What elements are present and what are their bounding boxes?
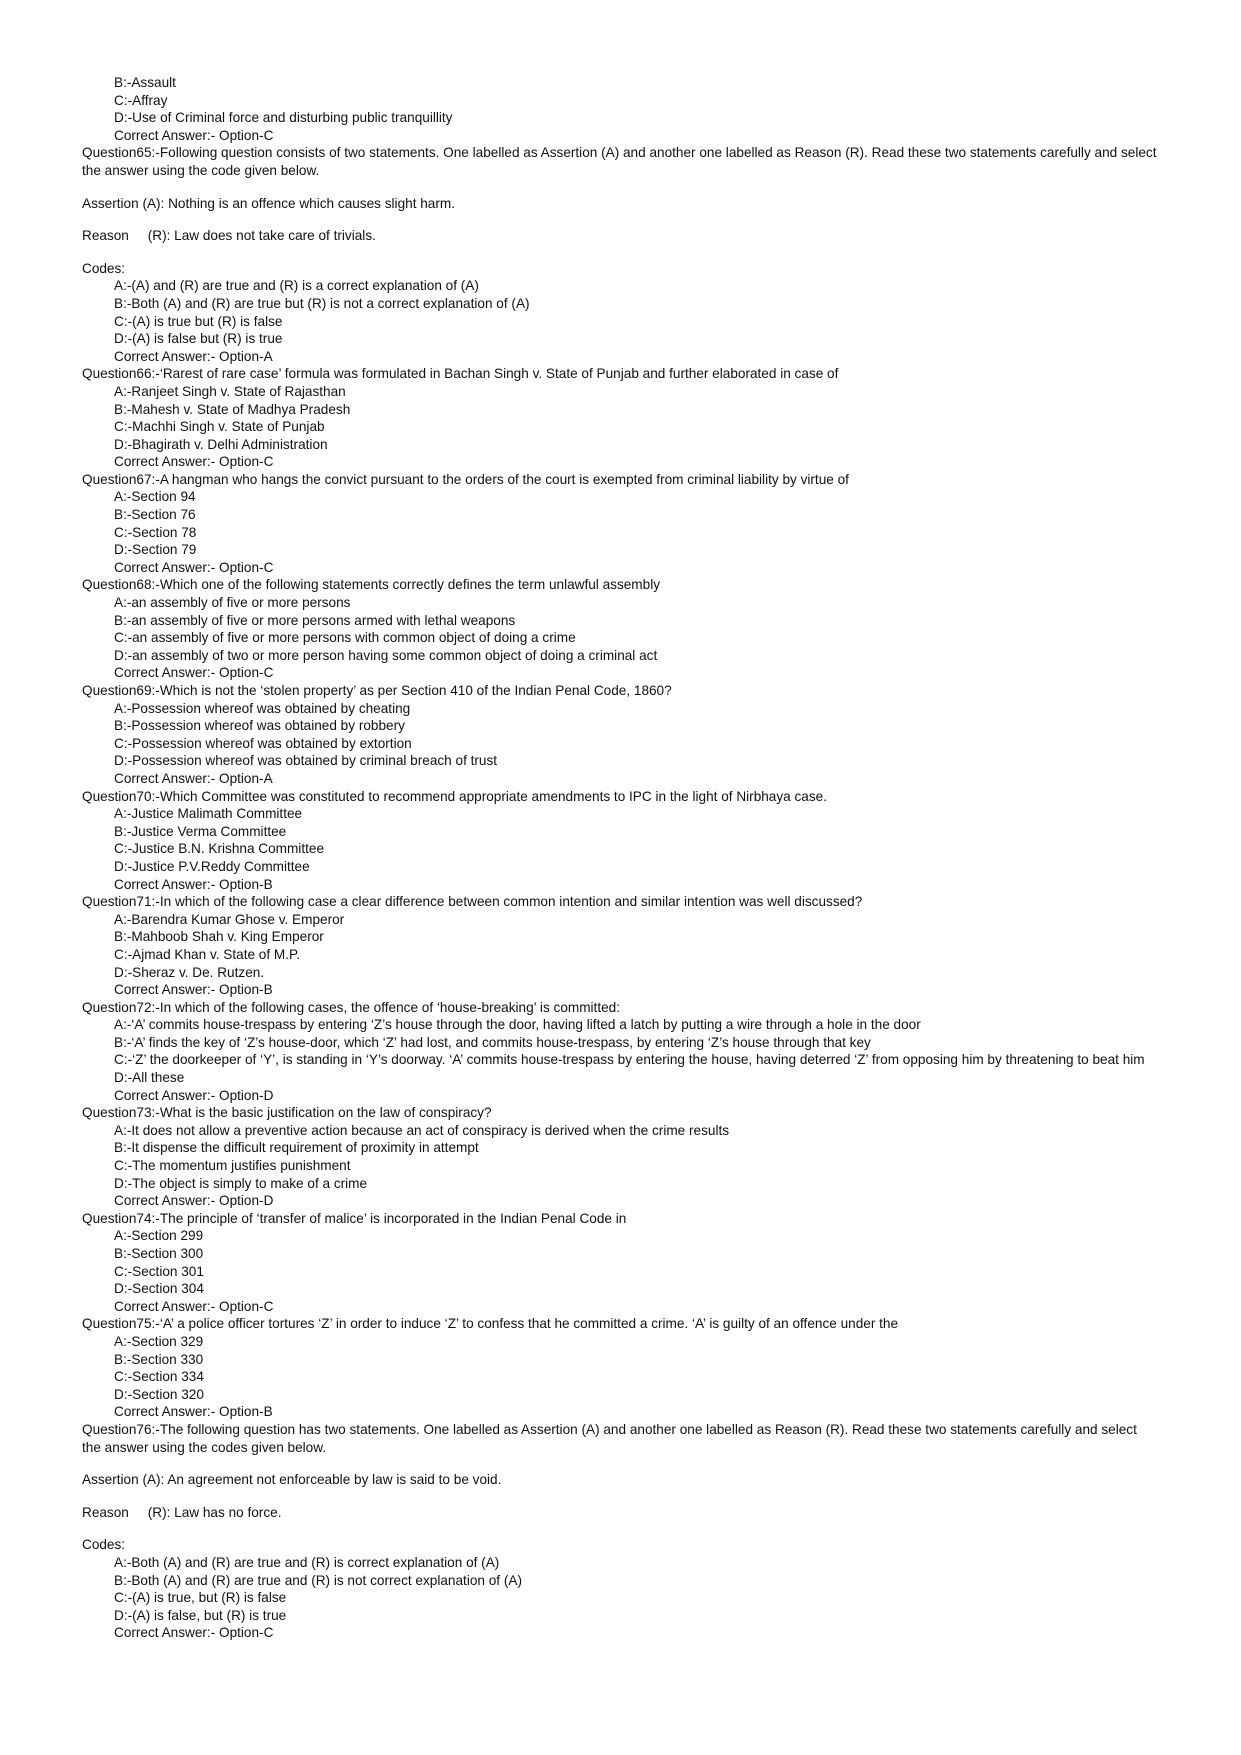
option-d: D:-The object is simply to make of a crime (114, 1175, 368, 1191)
option-b: B:-Section 76 (114, 507, 196, 523)
reason: Reason (R): Law does not take care of trivials. (82, 228, 376, 244)
question-67: Question67:-A hangman who hangs the convict pursuant to the orders of the court is exempted from criminal liability by virtue of (82, 471, 849, 487)
option-a: A:-Both (A) and (R) are true and (R) is correct explanation of (A) (114, 1554, 500, 1570)
correct-answer: Correct Answer:- Option-C (114, 559, 274, 575)
option-c: C:-(A) is true but (R) is false (114, 313, 283, 329)
option-a: A:-Section 299 (114, 1228, 204, 1244)
question-68: Question68:-Which one of the following statements correctly defines the term unlawful assembly (82, 577, 661, 593)
option-c: C:-(A) is true, but (R) is false (114, 1590, 287, 1606)
option-c: C:-Machhi Singh v. State of Punjab (114, 419, 325, 435)
option-d: D:-(A) is false but (R) is true (114, 331, 283, 347)
question-74: Question74:-The principle of ‘transfer of malice’ is incorporated in the Indian Penal Code in (82, 1210, 627, 1226)
correct-answer: Correct Answer:- Option-B (114, 982, 273, 998)
option-b: B:-Mahboob Shah v. King Emperor (114, 929, 324, 945)
option-b: B:-Possession whereof was obtained by robbery (114, 718, 405, 734)
option-c: C:-an assembly of five or more persons with common object of doing a crime (114, 630, 576, 646)
option-d: D:-(A) is false, but (R) is true (114, 1607, 287, 1623)
option-d: D:-Section 79 (114, 542, 197, 558)
option-a: A:-(A) and (R) are true and (R) is a correct explanation of (A) (114, 278, 479, 294)
option-d: D:-Section 320 (114, 1386, 204, 1402)
option-d: D:-All these (114, 1070, 185, 1086)
assertion: Assertion (A): Nothing is an offence which causes slight harm. (82, 195, 455, 211)
reason: Reason (R): Law has no force. (82, 1504, 282, 1520)
codes-label: Codes: (82, 1537, 126, 1553)
option-b: B:-Assault (114, 75, 176, 90)
correct-answer: Correct Answer:- Option-C (114, 1298, 274, 1314)
correct-answer: Correct Answer:- Option-C (114, 665, 274, 681)
option-c: C:-Ajmad Khan v. State of M.P. (114, 946, 301, 962)
question-66: Question66:-‘Rarest of rare case’ formula was formulated in Bachan Singh v. State of Punjab and further elaborated in case of (82, 366, 839, 382)
question-70: Question70:-Which Committee was constituted to recommend appropriate amendments to IPC in the light of Nirbhaya case. (82, 788, 827, 804)
question-65: Question65:-Following question consists of two statements. One labelled as Assertion (A) and another one labelled as Reason (R). Read these two statements carefully and select the answer using the code given below. (82, 145, 1157, 178)
option-a: A:-Section 94 (114, 489, 196, 505)
correct-answer: Correct Answer:- Option-C (114, 1625, 274, 1641)
option-d: D:-Bhagirath v. Delhi Administration (114, 436, 328, 452)
option-b: B:-Both (A) and (R) are true and (R) is not correct explanation of (A) (114, 1572, 522, 1588)
option-d: D:-Section 304 (114, 1281, 204, 1297)
correct-answer: Correct Answer:- Option-D (114, 1087, 274, 1103)
option-a: A:-It does not allow a preventive action because an act of conspiracy is derived when the crime results (114, 1122, 730, 1138)
option-c: C:-Section 334 (114, 1369, 204, 1385)
question-73: Question73:-What is the basic justification on the law of conspiracy? (82, 1105, 492, 1121)
option-b: B:-Both (A) and (R) are true but (R) is not a correct explanation of (A) (114, 295, 530, 311)
option-a: A:-‘A’ commits house-trespass by entering ‘Z’s house through the door, having lifted a latch by putting a wire through a hole in the door (114, 1017, 921, 1033)
option-d: D:-Justice P.V.Reddy Committee (114, 858, 310, 874)
question-71: Question71:-In which of the following case a clear difference between common intention and similar intention was well discussed? (82, 894, 863, 910)
correct-answer: Correct Answer:- Option-C (114, 127, 274, 143)
option-b: B:-Mahesh v. State of Madhya Pradesh (114, 401, 351, 417)
codes-label: Codes: (82, 260, 126, 276)
question-75: Question75:-‘A’ a police officer tortures ‘Z’ in order to induce ‘Z’ to confess that he committed a crime. ‘A’ is guilty of an offence under the (82, 1316, 899, 1332)
correct-answer: Correct Answer:- Option-B (114, 876, 273, 892)
option-c: C:-Possession whereof was obtained by extortion (114, 735, 412, 751)
question-69: Question69:-Which is not the ‘stolen property’ as per Section 410 of the Indian Penal Code, 1860? (82, 683, 672, 698)
option-b: B:-Section 330 (114, 1351, 204, 1367)
option-b: B:-an assembly of five or more persons armed with lethal weapons (114, 612, 516, 628)
document-page (0, 74, 1241, 1642)
option-c: C:-Section 78 (114, 524, 197, 540)
option-d: D:-Use of Criminal force and disturbing public tranquillity (114, 110, 453, 126)
option-b: B:-‘A’ finds the key of ‘Z’s house-door, which ‘Z’ had lost, and commits house-trespass, by entering ‘Z’s house through that key (114, 1034, 871, 1050)
option-c: C:-Section 301 (114, 1263, 204, 1279)
option-a: A:-an assembly of five or more persons (114, 595, 351, 611)
option-a: A:-Ranjeet Singh v. State of Rajasthan (114, 383, 346, 399)
option-c: C:-Justice B.N. Krishna Committee (114, 841, 325, 857)
correct-answer: Correct Answer:- Option-B (114, 1404, 273, 1420)
correct-answer: Correct Answer:- Option-D (114, 1193, 274, 1209)
option-b: B:-It dispense the difficult requirement of proximity in attempt (114, 1140, 479, 1156)
correct-answer: Correct Answer:- Option-A (114, 770, 273, 786)
option-c: C:-The momentum justifies punishment (114, 1158, 351, 1174)
option-a: A:-Possession whereof was obtained by cheating (114, 700, 411, 716)
option-a: A:-Barendra Kumar Ghose v. Emperor (114, 911, 345, 927)
question-72: Question72:-In which of the following cases, the offence of ‘house-breaking’ is committed: (82, 999, 621, 1015)
question-76: Question76:-The following question has two statements. One labelled as Assertion (A) and another one labelled as Reason (R). Read these two statements carefully and select the answer using the codes given below. (82, 1421, 1137, 1455)
option-c: C:-‘Z’ the doorkeeper of ‘Y’, is standing in ‘Y’s doorway. ‘A’ commits house-trespass by entering the house, having deterred ‘Z’ from opposing him by threatening to beat him (114, 1052, 1145, 1068)
option-d: D:-Possession whereof was obtained by criminal breach of trust (114, 753, 498, 769)
option-a: A:-Justice Malimath Committee (114, 806, 303, 822)
correct-answer: Correct Answer:- Option-A (114, 348, 273, 364)
option-d: D:-an assembly of two or more person having some common object of doing a criminal act (114, 647, 658, 663)
option-c: C:-Affray (114, 92, 168, 108)
option-a: A:-Section 329 (114, 1333, 204, 1349)
option-d: D:-Sheraz v. De. Rutzen. (114, 964, 265, 980)
option-b: B:-Justice Verma Committee (114, 823, 287, 839)
assertion: Assertion (A): An agreement not enforceable by law is said to be void. (82, 1472, 502, 1488)
option-b: B:-Section 300 (114, 1246, 204, 1261)
correct-answer: Correct Answer:- Option-C (114, 454, 274, 470)
